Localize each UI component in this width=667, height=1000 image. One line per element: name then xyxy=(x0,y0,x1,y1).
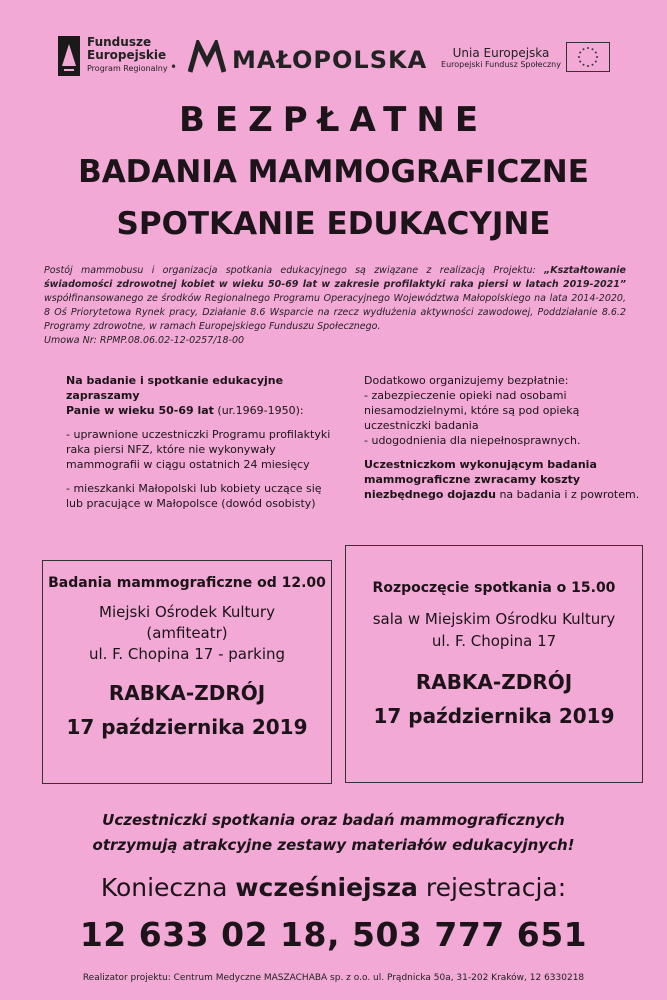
fundusze-europejskie-label: Fundusze Europejskie Program Regionalny xyxy=(87,35,168,73)
venue-detail: (amfiteatr) xyxy=(146,624,228,642)
logo-separator: • xyxy=(170,60,178,74)
address: ul. F. Chopina 17 - parking xyxy=(88,645,286,663)
event-date: 17 października 2019 xyxy=(66,715,308,739)
phone-numbers: 12 633 02 18, 503 777 651 xyxy=(79,915,588,954)
extras-column xyxy=(364,373,640,511)
city: RABKA-ZDRÓJ xyxy=(415,670,573,694)
box-heading: Badania mammograficzne od 12.00 xyxy=(48,575,326,591)
project-name: „Kształtowanie świadomości zdrowotnej kobiet w wieku 50-69 lat w zakresie profilaktyki raka piersi w latach 2019-2021” xyxy=(44,265,626,290)
malopolska-logo-icon xyxy=(188,40,226,74)
city: RABKA-ZDRÓJ xyxy=(108,681,266,705)
title-free: BEZPŁATNE xyxy=(178,100,489,140)
extras-item: - zabezpieczenie opieki nad osobami niesamodzielnymi, które są pod opieką uczestniczki badania xyxy=(364,389,580,432)
phone-number[interactable]: 503 777 651 xyxy=(352,915,588,954)
eu-label: Unia Europejska Europejski Fundusz Społeczny xyxy=(441,46,561,69)
gift-notice: Uczestniczki spotkania oraz badań mammograficznych otrzymują atrakcyjne zestawy materiałów edukacyjnych! xyxy=(92,811,575,854)
registration-required: Konieczna wcześniejsza rejestracja: xyxy=(100,873,567,902)
title-mammography: BADANIA MAMMOGRAFICZNE xyxy=(78,154,589,190)
extras-heading: Dodatkowo organizujemy bezpłatnie: xyxy=(364,374,569,387)
project-intro: Postój mammobusu i organizacja spotkania edukacyjnego są związane z realizacją Projektu: „Kształtowanie świadomości zdrowotnej kobiet w wieku 50-69 lat w zakresie profilaktyki raka piersi w latach 2019-2021” współfinansowanego ze środków Regionalnego Programu Operacyjnego Województwa Małopolskiego na lata 2014-2020, 8 Oś Priorytetowa Rynek pracy, Działanie 8.6 Wsparcie na rzecz wydłużenia aktywności zawodowej, Poddziałanie 8.6.2 Programy zdrowotne, w ramach Europejskiego Funduszu Społecznego. Umowa Nr: RPMP.08.06.02-12-0257/18-00 xyxy=(44,265,626,346)
fundusze-europejskie-logo-icon xyxy=(58,36,80,76)
mammography-info-box xyxy=(42,560,332,784)
travel-refund: Uczestniczkom wykonującym badania mammograficzne zwracamy koszty niezbędnego dojazdu na badania i z powrotem. xyxy=(364,458,640,501)
contract-number: Umowa Nr: RPMP.08.06.02-12-0257/18-00 xyxy=(44,335,245,346)
meeting-info-box xyxy=(345,545,643,783)
venue: Miejski Ośrodek Kultury xyxy=(99,603,275,621)
malopolska-wordmark: MAŁOPOLSKA xyxy=(232,46,428,74)
eu-flag-icon xyxy=(566,42,610,72)
eligibility-item: - uprawnione uczestniczki Programu profilaktyki raka piersi NFZ, które nie wykonywały mammografii w ciągu ostatnich 24 miesięcy xyxy=(66,428,331,471)
event-date: 17 października 2019 xyxy=(373,704,615,728)
extras-item: - udogodnienia dla niepełnosprawnych. xyxy=(364,434,581,447)
venue: sala w Miejskim Ośrodku Kultury xyxy=(372,610,616,628)
project-operator: Realizator projektu: Centrum Medyczne MASZACHABA sp. z o.o. ul. Prądnicka 50a, 31-202 Kraków, 12 6330218 xyxy=(82,973,585,983)
invitation: Na badanie i spotkanie edukacyjne zapraszamy Panie w wieku 50-69 lat (ur.1969-1950): xyxy=(66,374,304,417)
phone-number[interactable]: 12 633 02 18 xyxy=(79,915,327,954)
title-meeting: SPOTKANIE EDUKACYJNE xyxy=(116,206,551,242)
eligibility-column xyxy=(66,373,342,520)
box-heading: Rozpoczęcie spotkania o 15.00 xyxy=(372,580,616,596)
eligibility-item: - mieszkanki Małopolski lub kobiety uczące się lub pracujące w Małopolsce (dowód osobisty) xyxy=(66,482,322,510)
address: ul. F. Chopina 17 xyxy=(431,632,557,650)
